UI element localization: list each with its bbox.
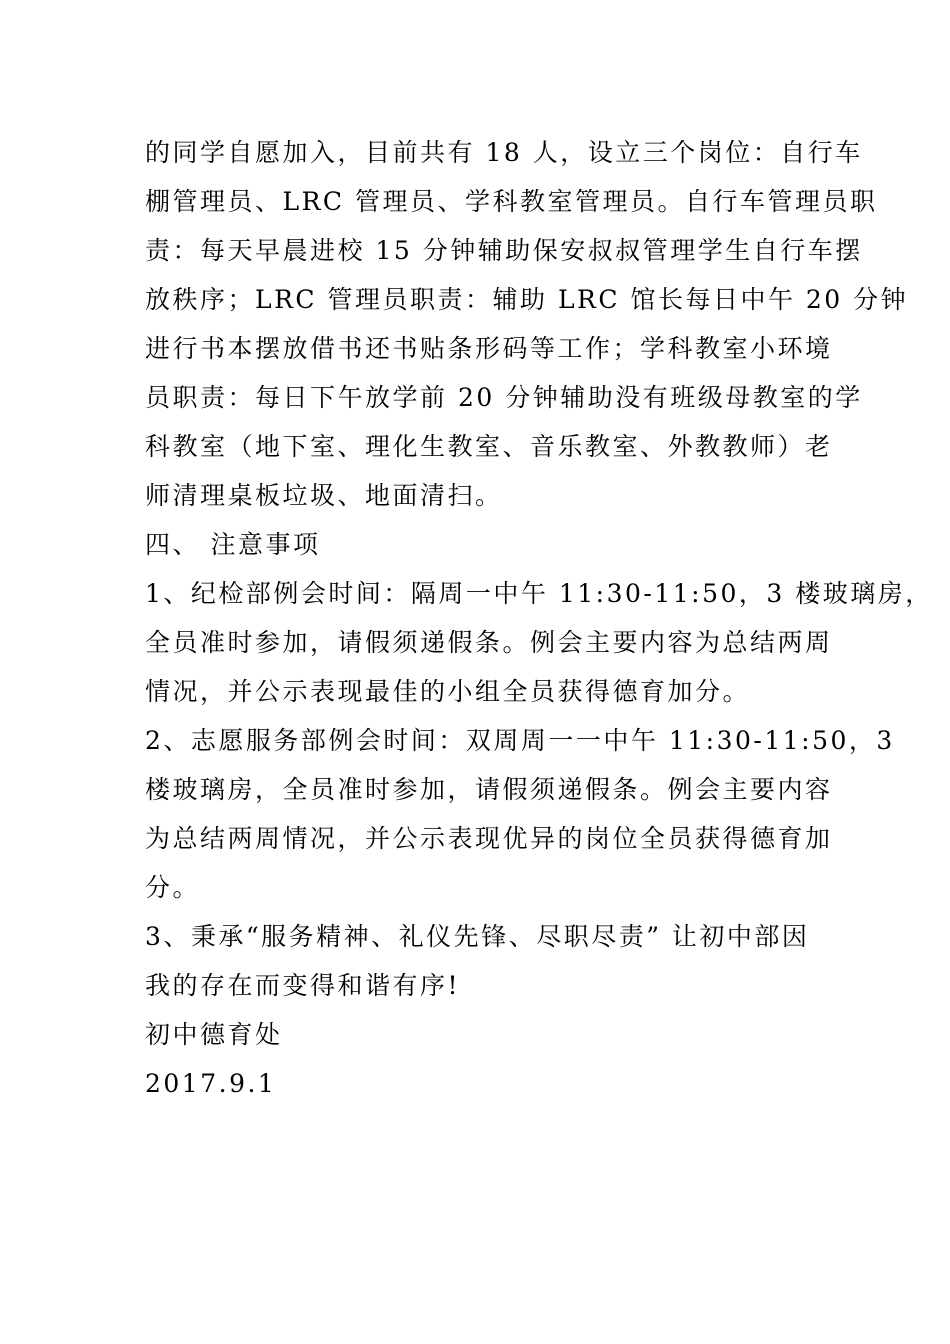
list-item-line: 2、志愿服务部例会时间：双周周一一中午 11:30-11:50，3	[145, 726, 895, 755]
paragraph-line: 棚管理员、LRC 管理员、学科教室管理员。自行车管理员职	[145, 187, 878, 216]
paragraph-line: 的同学自愿加入，目前共有 18 人，设立三个岗位：自行车	[145, 138, 863, 167]
list-item-line: 为总结两周情况，并公示表现优异的岗位全员获得德育加	[145, 824, 833, 853]
list-item-line: 我的存在而变得和谐有序!	[145, 971, 461, 1000]
list-item-line: 楼玻璃房，全员准时参加，请假须递假条。例会主要内容	[145, 775, 833, 804]
paragraph-line: 放秩序；LRC 管理员职责：辅助 LRC 馆长每日中午 20 分钟	[145, 285, 909, 314]
paragraph-line: 科教室（地下室、理化生教室、音乐教室、外教教师）老	[145, 432, 833, 461]
signature-department: 初中德育处	[145, 1020, 283, 1049]
paragraph-line: 师清理桌板垃圾、地面清扫。	[145, 481, 503, 510]
list-item-line: 3、秉承“服务精神、礼仪先锋、尽职尽责” 让初中部因	[145, 922, 810, 951]
paragraph-line: 进行书本摆放借书还书贴条形码等工作；学科教室小环境	[145, 334, 833, 363]
list-item-line: 分。	[145, 873, 201, 902]
list-item-line: 全员准时参加，请假须递假条。例会主要内容为总结两周	[145, 628, 833, 657]
document-body	[145, 128, 933, 1108]
paragraph-line: 员职责：每日下午放学前 20 分钟辅助没有班级母教室的学	[145, 383, 863, 412]
list-item-line: 情况，并公示表现最佳的小组全员获得德育加分。	[145, 677, 751, 706]
list-item-line: 1、纪检部例会时间：隔周一中午 11:30-11:50，3 楼玻璃房，	[145, 579, 933, 608]
signature-date: 2017.9.1	[145, 1069, 277, 1098]
section-heading: 四、 注意事项	[145, 530, 321, 559]
paragraph-line: 责：每天早晨进校 15 分钟辅助保安叔叔管理学生自行车摆	[145, 236, 863, 265]
